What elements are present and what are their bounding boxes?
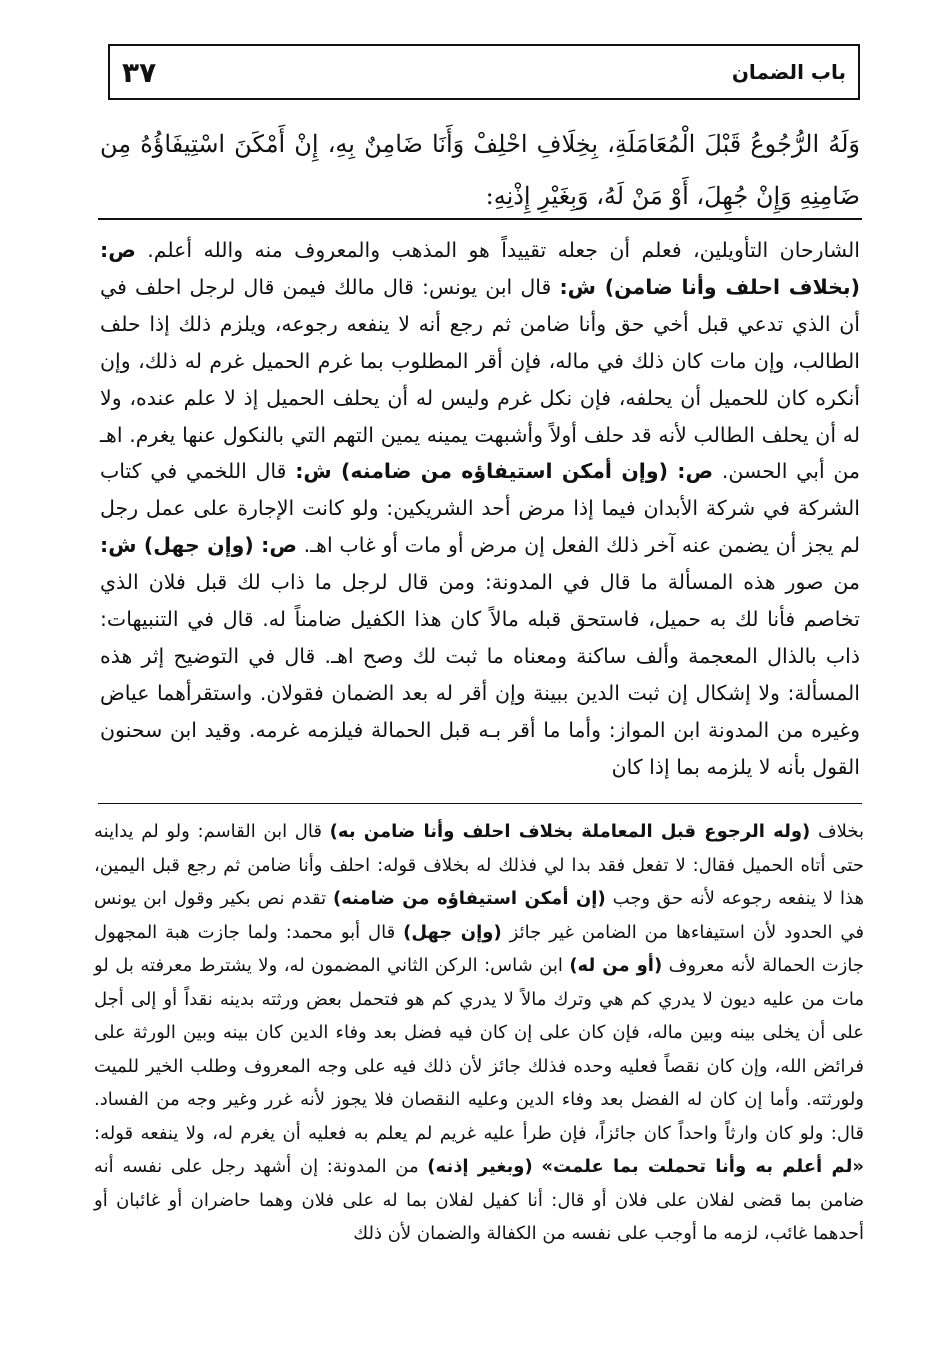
footnote-lemma: (وإن جهل) — [403, 921, 502, 943]
footnote-quote: «لم أعلم به وأنا تحملت بما علمت» — [541, 1156, 864, 1177]
footnote-segment: من المدونة: إن أشهد رجل على نفسه أنه ضامن بما قضى لفلان على فلان أو قال: أنا كفيل لفلان بما له على فلان وهما حاضران أو غائبان أو أحدهما غائب، لزمه ما أوجب على نفسه من الكفالة والضمان لأن ذلك — [94, 1156, 864, 1244]
chapter-title: باب الضمان — [731, 60, 846, 84]
footnote-lemma: (وبغير إذنه) — [427, 1156, 533, 1177]
footnote-segment: قال ابن القاسم: ولو لم يداينه حتى أتاه الحميل فقال: لا تفعل فقد بدا لي فذلك له بخلاف قوله: احلف وأنا ضامن ثم رجع قبل اليمين، هذا لا ينفعه رجوعه لأنه حق وجب — [94, 821, 864, 909]
footnote-segment: بخلاف — [817, 821, 864, 842]
commentary-segment: من صور هذه المسألة ما قال في المدونة: ومن قال لرجل ما ذاب لك قبل فلان الذي تخاصم فأنا لك به حميل، فاستحق قبله مالاً كان هذا الكفيل ضامناً له. قال في التنبيهات: ذاب بالذال المعجمة وألف ساكنة ومعناه ما ثبت لك وصح اهـ. قال في التوضيح إثر هذه المسألة: ولا إشكال إن ثبت الدين ببينة وإن أقر له بعد الضمان فقولان. واستقرأهما عياض وغيره من المدونة ابن المواز: وأما ما أقر بـه قبل الحمالة فيلزمه غرمه. وقيد ابن سحنون القول بأنه لا يلزمه بما إذا كان — [100, 570, 860, 779]
commentary-segment: قال ابن يونس: قال مالك فيمن قال لرجل احلف في أن الذي تدعي قبل أخي حق وأنا ضامن ثم رجع أنه لا ينفعه رجوعه، ويلزم ذلك إذا حلف الطالب، وإن مات كان ذلك في ماله، فإن أقر المطلوب بما غرم الحميل غرم له ذلك، وإن أنكره كان للحميل أن يحلفه، فإن نكل غرم وليس له أن يحلف الحميل إذ لا علم عنده، ولا له أن يحلف الطالب لأنه قد حلف أولاً وأشبهت يمينه يمين التهم التي بالنكول عنها يغرم. اهـ من أبي الحسن. — [100, 274, 860, 484]
commentary-lemma: ص: (وإن جهل) ش: — [100, 533, 297, 558]
commentary-lemma: ص: (وإن أمكن استيفاؤه من ضامنه) ش: — [295, 459, 714, 484]
footnotes-text — [94, 815, 864, 1251]
footnote-lemma: (وله الرجوع قبل المعاملة بخلاف احلف وأنا ضامن به) — [329, 821, 811, 842]
footnote-lemma: (أو من له) — [569, 955, 663, 976]
running-header — [108, 44, 860, 100]
footnote-segment: قال أبو محمد: ولما جازت هبة المجهول جازت الحمالة لأنه معروف — [94, 921, 864, 976]
footnote-segment: ابن شاس: الركن الثاني المضمون له، ولا يشترط معرفته بل لو مات من عليه ديون لا يدري كم هي وترك مالاً لا يدري كم هو فتحمل بعض ورثته بدينه نقداً أو إلى أجل على أن يخلى بينه وبين ماله، فإن كان على إن كان فيه فضل بعد وفاء الدين كان بينه وبين الورثة على فرائض الله، وإن كان نقصاً فعليه وحده فذلك جائز لأن ذلك فيه على وجه المعروف وطلب الخير للميت ولورثته. وأما إن كان له الفضل بعد وفاء الدين وعليه النقصان فلا يجوز لأنه غرر وغير وجه من الفساد. قال: ولو كان وارثاً واحداً كان جائزاً، فإن طرأ عليه غريم لم يعلم به فعليه أن يغرم له، ولا ينفعه قوله: — [94, 955, 864, 1144]
commentary-segment: قال اللخمي في كتاب الشركة في شركة الأبدان فيما إذا مرض أحد الشريكين: ولو كانت الإجارة على عمل رجل لم يجز أن يضمن عنه آخر ذلك الفعل إن مرض أو مات أو غاب اهـ. — [100, 459, 860, 558]
footnote-segment: تقدم نص بكير وقول ابن يونس في الحدود لأن استيفاءها من الضامن غير جائز — [94, 888, 864, 943]
commentary-segment: الشارحان التأويلين، فعلم أن جعله تقييداً هو المذهب والمعروف منه والله أعلم. — [147, 238, 860, 262]
main-text: وَلَهُ الرُّجُوعُ قَبْلَ الْمُعَامَلَةِ، بِخِلَافِ احْلِفْ وَأَنَا ضَامِنٌ بِهِ، إِنْ أَمْكَنَ اسْتِيفَاؤُهُ مِن ضَامِنِهِ وَإِنْ جُهِلَ، أَوْ مَنْ لَهُ، وَبِغَيْرِ إِذْنِهِ: — [100, 130, 860, 210]
commentary-lemma: ص: (بخلاف احلف وأنا ضامن) ش: — [100, 238, 860, 299]
footnote-separator — [98, 803, 862, 804]
footnote-lemma: (إن أمكن استيفاؤه من ضامنه) — [333, 888, 606, 909]
page-number: ٣٧ — [122, 55, 157, 89]
separator-rule — [98, 218, 862, 220]
commentary-text — [100, 232, 860, 786]
